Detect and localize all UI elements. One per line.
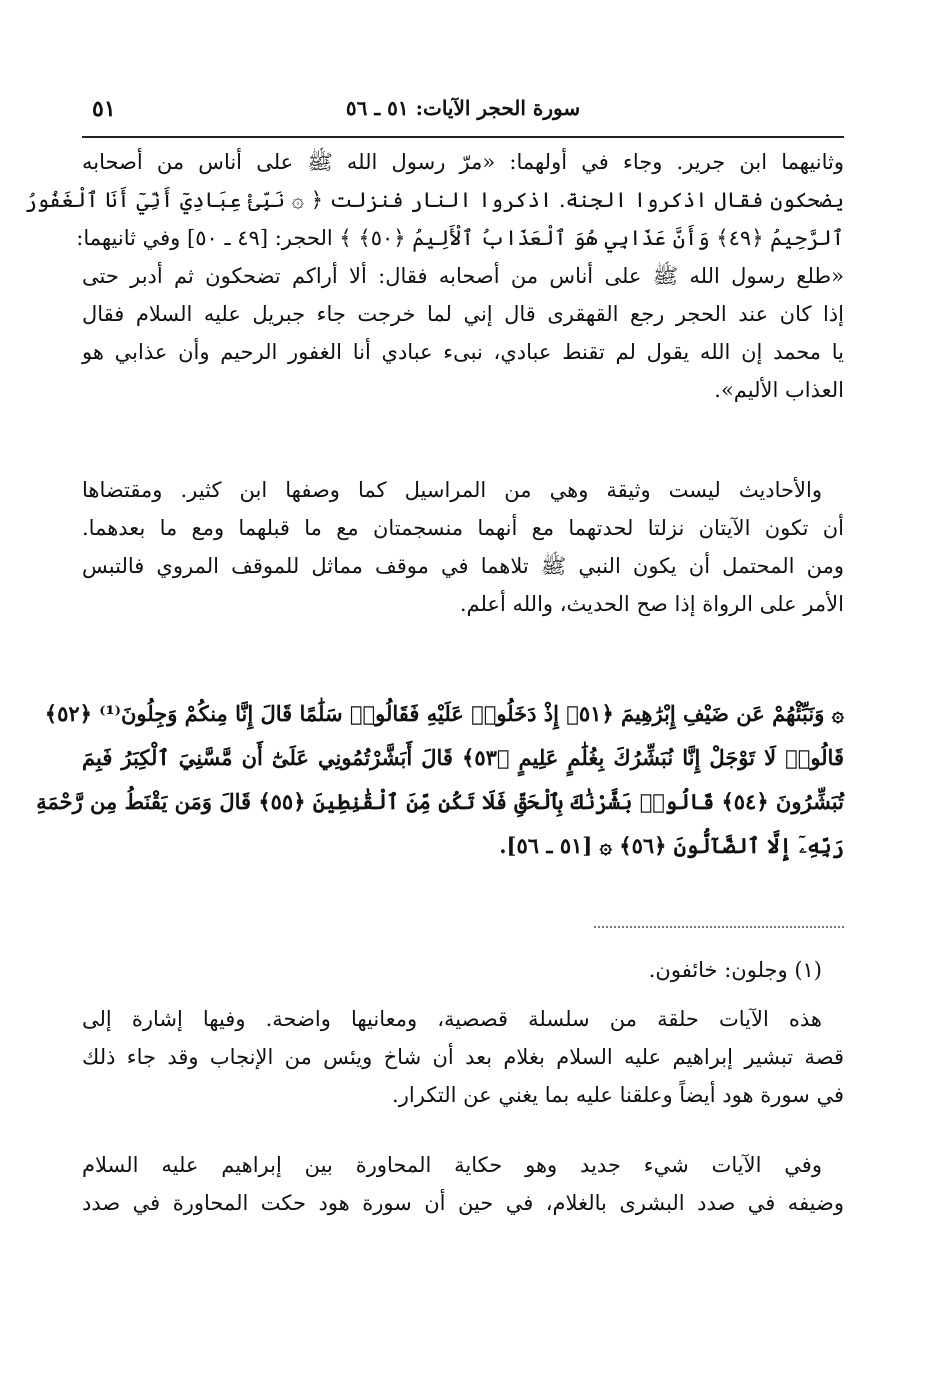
text-line: قصة تبشير إبراهيم عليه السلام بغلام بعد أن شاخ ويئس من الإنجاب وقد جاء ذلك [82, 1045, 844, 1069]
paragraph-1 [24, 143, 844, 409]
paragraph-4 [82, 1146, 844, 1222]
text-line: في سورة هود أيضاً وعلقنا عليه بما يغني عن التكرار. [392, 1083, 844, 1107]
page-number: ٥١ [92, 96, 116, 122]
quran-verses [36, 692, 844, 868]
text-line: أن تكون الآيتان نزلتا لحدتهما مع أنهما منسجمتان مع ما قبلهما ومع ما بعدهما. [82, 516, 844, 540]
header-rule [82, 136, 844, 138]
page-header [82, 92, 844, 128]
text-line: إذا كان عند الحجر رجع القهقرى قال إني لما خرجت جاء جبريل عليه السلام فقال [82, 302, 844, 326]
footnote [82, 951, 844, 989]
text-line: هذه الآيات حلقة من سلسلة قصصية، ومعانيها واضحة. وفيها إشارة إلى [82, 1007, 822, 1031]
text-line: يا محمد إن الله يقول لم تقنط عبادي، نبىء عبادي أنا الغفور الرحيم وأن عذابي هو [82, 340, 844, 364]
text-line: الأمر على الرواة إذا صح الحديث، والله أعلم. [459, 592, 844, 616]
text-line: وفي الآيات شيء جديد وهو حكاية المحاورة بين إبراهيم عليه السلام [82, 1153, 822, 1177]
text-line: يضحكون فقال اذكروا الجنة. اذكروا النار فنزلت ﴿ ۞ نَبِّئْ عِبَادِيٓ أَنِّيٓ أَنَا ٱلْغَفُورُ [24, 188, 844, 212]
text-line: وضيفه في صدد البشرى بالغلام، في حين أن سورة هود حكت المحاورة في صدد [82, 1191, 844, 1215]
verse-line: قَالُوا۟ لَا تَوْجَلْ إِنَّا نُبَشِّرُكَ بِغُلَٰمٍ عَلِيمٍ ﴿٥٣﴾ قَالَ أَبَشَّرْتُمُونِي عَلَىٰٓ أَن مَّسَّنِيَ ٱلْكِبَرُ فَبِمَ [82, 745, 844, 770]
running-title: سورة الحجر الآيات: ٥١ ـ ٥٦ [345, 96, 581, 120]
paragraph-2 [82, 471, 844, 623]
text-line: ومن المحتمل أن يكون النبي ﷺ تلاهما في موقف مماثل للموقف المروي فالتبس [82, 554, 844, 578]
verse-line: تُبَشِّرُونَ ﴿٥٤﴾ قَالُوا۟ بَشَّرْنَٰكَ بِٱلْحَقِّ فَلَا تَكُن مِّنَ ٱلْقَٰنِطِينَ ﴿٥٥﴾ قَالَ وَمَن يَقْنَطُ مِن رَّحْمَةِ [36, 789, 844, 814]
verse-line: رَبِّهِۦٓ إِلَّا ٱلضَّآلُّونَ ﴿٥٦﴾ ۞ [٥١ ـ ٥٦]. [499, 833, 844, 858]
footnote-separator [594, 926, 844, 928]
text-line: وثانيهما ابن جرير. وجاء في أولهما: «مرّ رسول الله ﷺ على أناس من أصحابه [82, 150, 844, 174]
text-line: «طلع رسول الله ﷺ على أناس من أصحابه فقال: ألا أراكم تضحكون ثم أدبر حتى [82, 264, 844, 288]
paragraph-3 [82, 1000, 844, 1114]
footnote-text: (١) وجلون: خائفون. [648, 958, 822, 982]
text-line: العذاب الأليم». [714, 378, 844, 402]
verse-line: ۞ وَنَبِّئْهُمْ عَن ضَيْفِ إِبْرَٰهِيمَ ﴿٥١﴾ إِذْ دَخَلُوا۟ عَلَيْهِ فَقَالُوا۟ سَلَٰمًا قَالَ إِنَّا مِنكُمْ وَجِلُونَ⁽¹⁾ ﴿٥٢﴾ [44, 701, 844, 726]
text-line: والأحاديث ليست وثيقة وهي من المراسيل كما وصفها ابن كثير. ومقتضاها [82, 478, 822, 502]
text-line: ٱلرَّحِيمُ ﴿٤٩﴾ وَأَنَّ عَذَابِي هُوَ ٱلْعَذَابُ ٱلْأَلِيمُ ﴿٥٠﴾ ﴾ الحجر: [٤٩ ـ ٥٠] وفي ثانيهما: [76, 226, 844, 250]
